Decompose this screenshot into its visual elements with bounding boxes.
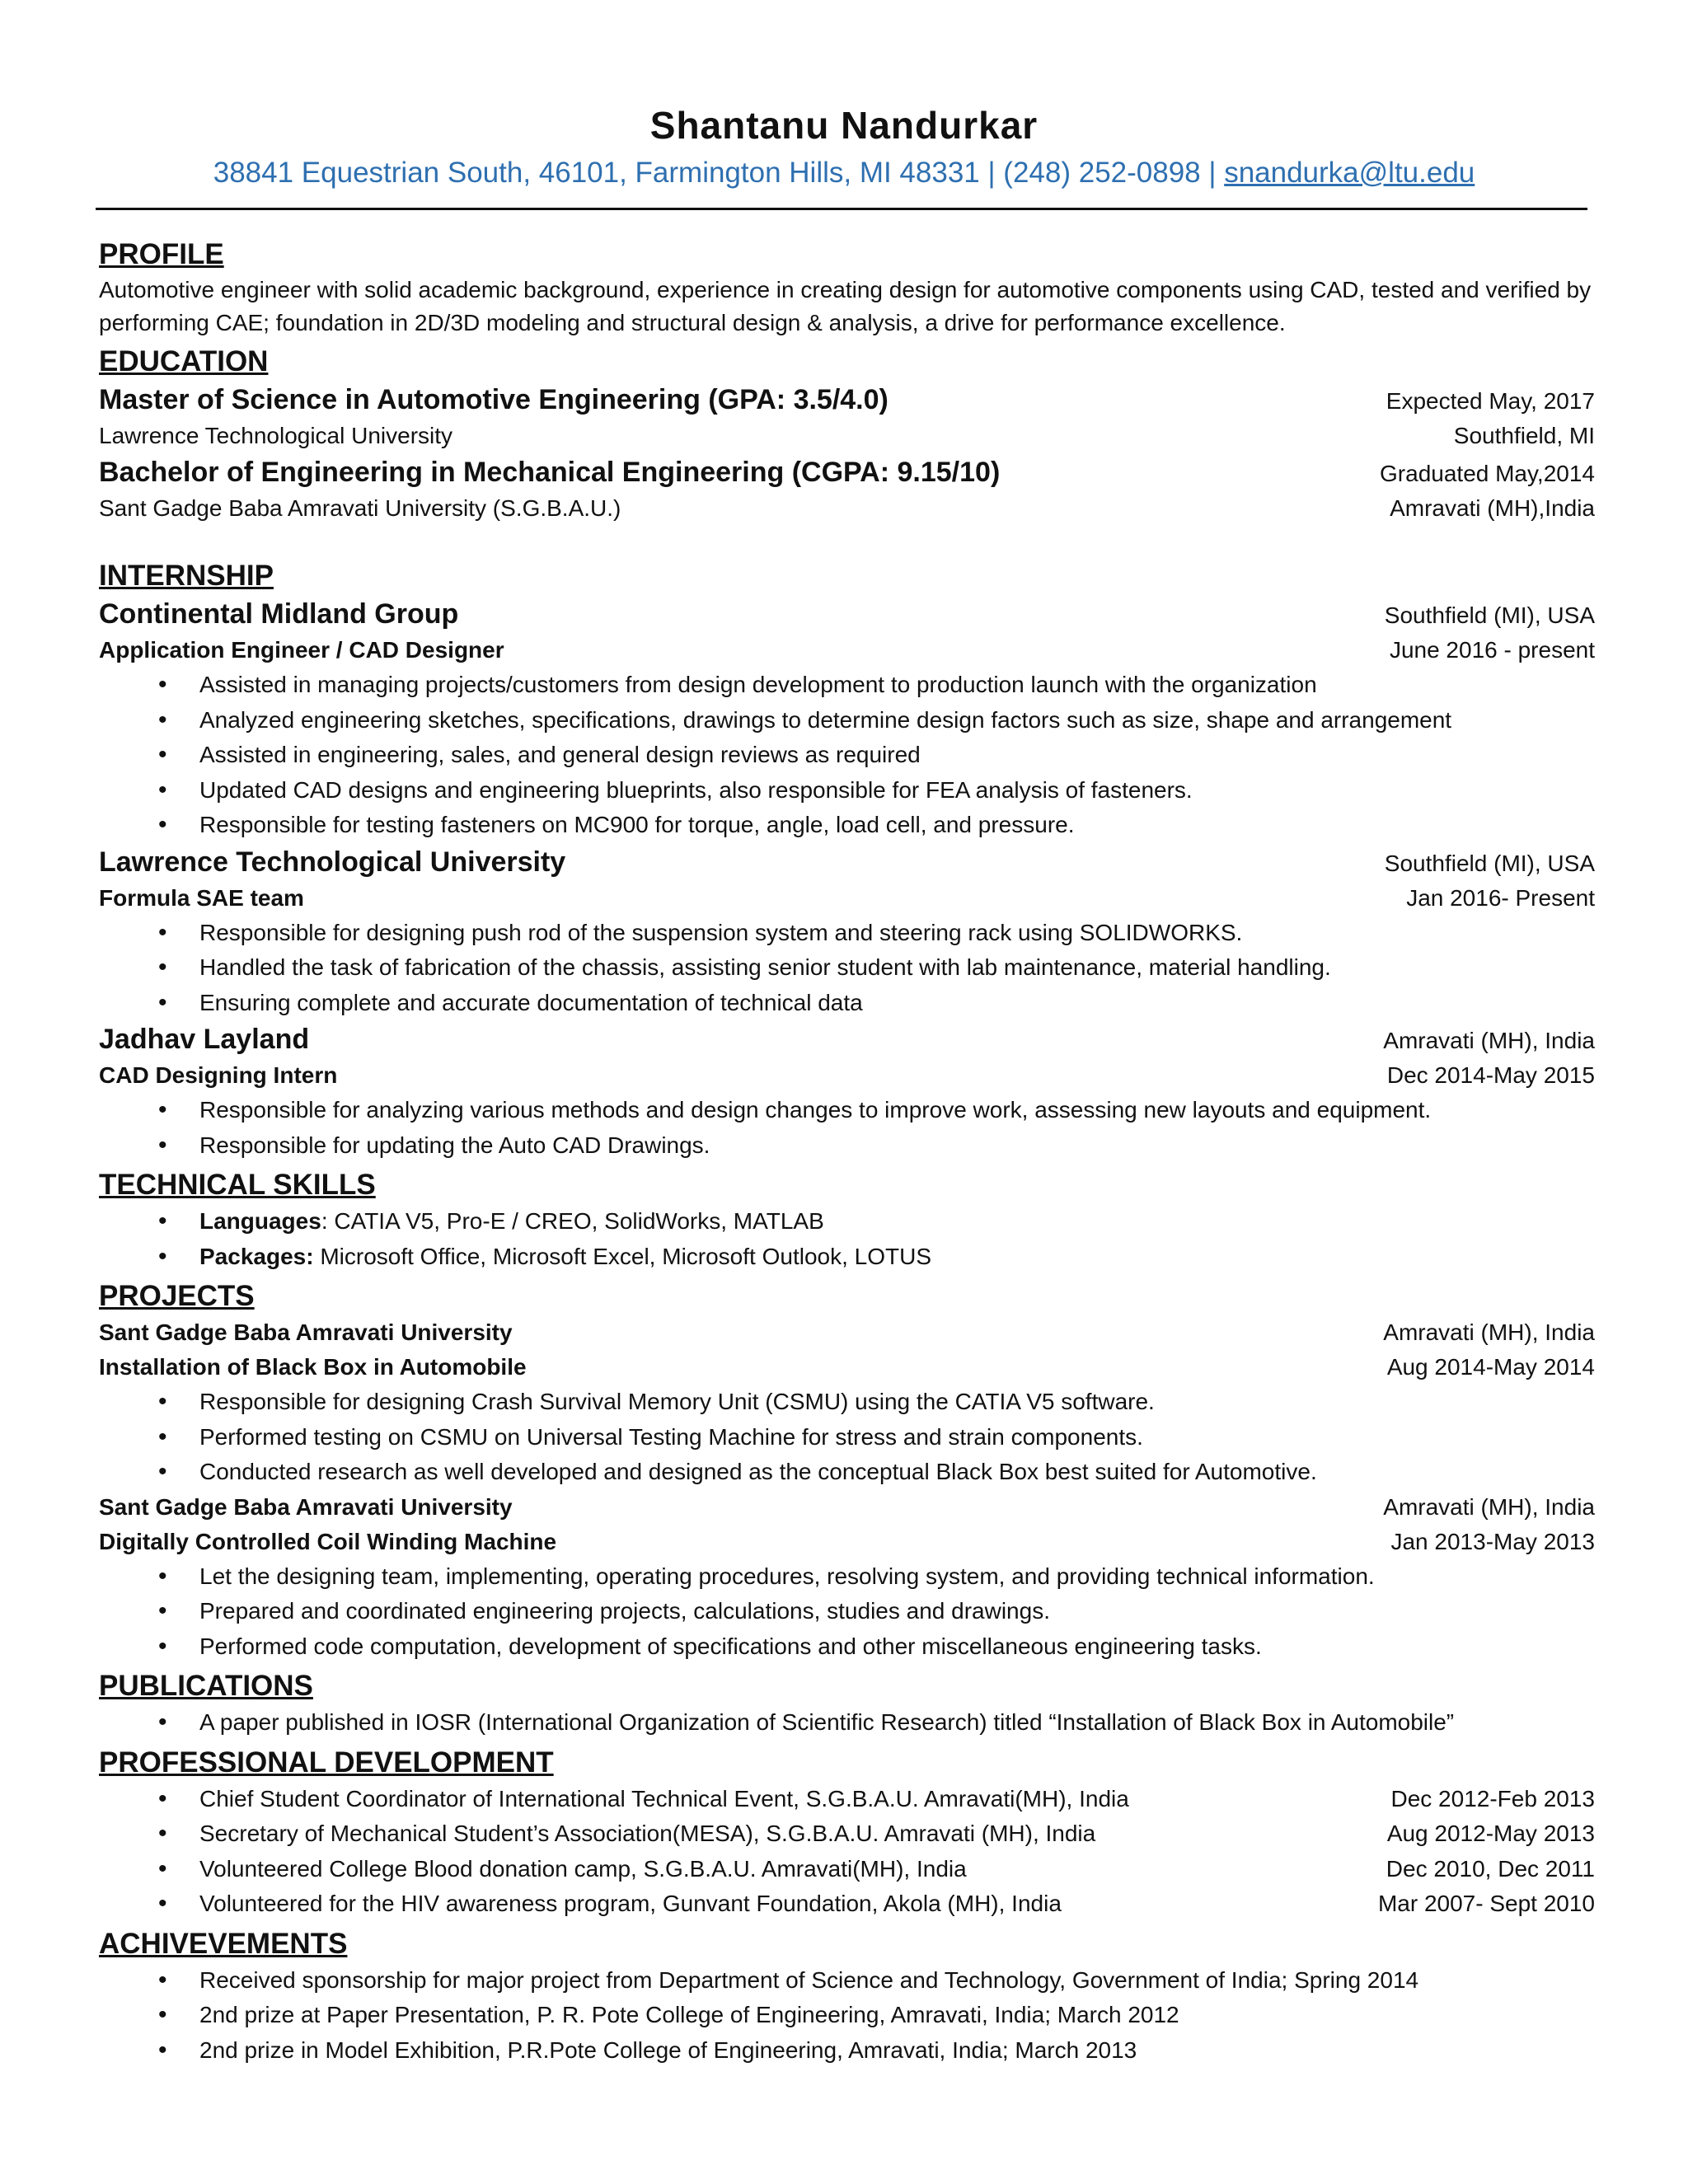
pd-date: Aug 2012-May 2013	[1386, 1821, 1595, 1846]
bullet-item: • Conducted research as well developed and designed as the conceptual Black Box best suited for Automotive.	[99, 1455, 1595, 1490]
internship-role: Formula SAE team	[99, 884, 304, 911]
bullet-item: • Performed testing on CSMU on Universal Testing Machine for stress and strain components.	[99, 1420, 1595, 1455]
education-entry-school	[99, 491, 1595, 526]
pd-text: • Secretary of Mechanical Student’s Association(MESA), S.G.B.A.U. Amravati (MH), India	[199, 1821, 1096, 1846]
internship-org: Lawrence Technological University	[99, 846, 566, 878]
achievement-item: • 2nd prize at Paper Presentation, P. R. Pote College of Engineering, Amravati, India; March 2012	[99, 1998, 1595, 2033]
project-bullets	[99, 1385, 1595, 1490]
internship-date: Dec 2014-May 2015	[1386, 1062, 1595, 1088]
internship-role-row	[99, 1058, 1595, 1093]
contact-text: 38841 Equestrian South, 46101, Farmington Hills, MI 48331 | (248) 252-0898 |	[213, 157, 1225, 189]
section-heading-internship: INTERNSHIP	[99, 560, 274, 592]
skill-key: Languages	[199, 1208, 321, 1234]
pd-item	[99, 1852, 1595, 1887]
skill-key: Packages:	[199, 1243, 314, 1269]
project-name-row	[99, 1350, 1595, 1385]
project-org-row	[99, 1315, 1595, 1350]
pd-item	[99, 1816, 1595, 1852]
candidate-name: Shantanu Nandurkar	[649, 104, 1039, 147]
internship-bullets	[99, 668, 1595, 843]
internship-date: Jan 2016- Present	[1406, 884, 1595, 911]
school-location: Amravati (MH),India	[1390, 495, 1595, 521]
bullet-item: • Assisted in managing projects/customers from design development to production launch with the organization	[99, 668, 1595, 703]
skill-item	[99, 1204, 1595, 1240]
internship-org-row	[99, 595, 1595, 633]
email-link[interactable]: snandurka@ltu.edu	[1224, 157, 1475, 189]
bullet-item: • Performed code computation, development of specifications and other miscellaneous engineering tasks.	[99, 1629, 1595, 1665]
bullet-item: • Let the designing team, implementing, operating procedures, resolving system, and providing technical information.	[99, 1559, 1595, 1595]
publication-item: • A paper published in IOSR (International Organization of Scientific Research) titled “Installation of Black Box in Automobile”	[99, 1705, 1595, 1741]
pd-date: Dec 2012-Feb 2013	[1390, 1785, 1595, 1811]
header-divider	[96, 208, 1587, 210]
skill-sep: :	[321, 1208, 335, 1234]
resume-body	[99, 232, 1595, 2068]
pd-date: Mar 2007- Sept 2010	[1377, 1891, 1595, 1916]
bullet-item: • Updated CAD designs and engineering blueprints, also responsible for FEA analysis of fasteners.	[99, 773, 1595, 808]
bullet-item: • Ensuring complete and accurate documentation of technical data	[99, 986, 1595, 1021]
school-location: Southfield, MI	[1453, 423, 1595, 448]
section-heading-projects: PROJECTS	[99, 1280, 255, 1312]
bullet-item: • Responsible for designing Crash Survival Memory Unit (CSMU) using the CATIA V5 software.	[99, 1385, 1595, 1420]
internship-org: Continental Midland Group	[99, 598, 459, 630]
project-location: Amravati (MH), India	[1383, 1319, 1595, 1345]
project-org: Sant Gadge Baba Amravati University	[99, 1319, 513, 1345]
internship-location: Southfield (MI), USA	[1384, 850, 1595, 876]
section-heading-technical-skills: TECHNICAL SKILLS	[99, 1169, 376, 1201]
achievement-item: • Received sponsorship for major project from Department of Science and Technology, Government of India; Spring 2014	[99, 1963, 1595, 1999]
skill-item	[99, 1240, 1595, 1275]
project-name: Digitally Controlled Coil Winding Machine	[99, 1528, 557, 1554]
internship-role-row	[99, 633, 1595, 668]
bullet-item: • Responsible for updating the Auto CAD Drawings.	[99, 1128, 1595, 1164]
project-name: Installation of Black Box in Automobile	[99, 1354, 527, 1380]
school: Sant Gadge Baba Amravati University (S.G.B.A.U.)	[99, 495, 621, 521]
bullet-item: • Responsible for analyzing various methods and design changes to improve work, assessing new layouts and equipment.	[99, 1093, 1595, 1128]
bullet-item: • Prepared and coordinated engineering projects, calculations, studies and drawings.	[99, 1594, 1595, 1629]
education-entry	[99, 453, 1595, 491]
project-org-row	[99, 1490, 1595, 1525]
bullet-item: • Responsible for testing fasteners on MC900 for torque, angle, load cell, and pressure.	[99, 808, 1595, 843]
skill-value: CATIA V5, Pro-E / CREO, SolidWorks, MATLAB	[334, 1208, 824, 1234]
degree: Bachelor of Engineering in Mechanical Engineering (CGPA: 9.15/10)	[99, 457, 1001, 488]
professional-development-list	[99, 1782, 1595, 1922]
internship-location: Southfield (MI), USA	[1384, 602, 1595, 628]
project-location: Amravati (MH), India	[1383, 1493, 1595, 1520]
internship-bullets	[99, 916, 1595, 1021]
project-date: Jan 2013-May 2013	[1390, 1528, 1595, 1554]
achievements-list	[99, 1963, 1595, 2069]
degree-date: Graduated May,2014	[1380, 461, 1595, 486]
section-heading-education: EDUCATION	[99, 345, 269, 377]
education-entry-school	[99, 419, 1595, 453]
project-date: Aug 2014-May 2014	[1386, 1354, 1595, 1380]
internship-location: Amravati (MH), India	[1383, 1028, 1595, 1053]
internship-bullets	[99, 1093, 1595, 1163]
pd-text: • Volunteered for the HIV awareness program, Gunvant Foundation, Akola (MH), India	[199, 1891, 1062, 1916]
pd-text: • Chief Student Coordinator of International Technical Event, S.G.B.A.U. Amravati(MH), India	[199, 1785, 1129, 1811]
internship-org-row	[99, 843, 1595, 881]
publications-list	[99, 1705, 1595, 1741]
bullet-item: • Handled the task of fabrication of the chassis, assisting senior student with lab maintenance, material handling.	[99, 950, 1595, 986]
section-heading-professional-development: PROFESSIONAL DEVELOPMENT	[99, 1746, 554, 1779]
pd-text: • Volunteered College Blood donation camp, S.G.B.A.U. Amravati(MH), India	[199, 1855, 967, 1882]
project-org: Sant Gadge Baba Amravati University	[99, 1493, 513, 1520]
internship-org: Jadhav Layland	[99, 1024, 310, 1055]
bullet-item: • Responsible for designing push rod of the suspension system and steering rack using SOLIDWORKS.	[99, 916, 1595, 951]
degree-date: Expected May, 2017	[1386, 388, 1595, 414]
section-heading-profile: PROFILE	[99, 238, 224, 270]
project-bullets	[99, 1559, 1595, 1665]
education-entry	[99, 381, 1595, 419]
internship-role: Application Engineer / CAD Designer	[99, 637, 504, 663]
profile-summary: Automotive engineer with solid academic background, experience in creating design for automotive components using CAD, tested and verified by performing CAE; foundation in 2D/3D modeling and structural design & analysis, a drive for performance excellence.	[99, 277, 1592, 335]
project-name-row	[99, 1525, 1595, 1559]
internship-date: June 2016 - present	[1389, 637, 1595, 663]
contact-line	[0, 150, 1688, 196]
bullet-item: • Analyzed engineering sketches, specifications, drawings to determine design factors such as size, shape and arrangement	[99, 703, 1595, 738]
spacer	[99, 526, 1595, 554]
section-heading-achievements: ACHIVEVEMENTS	[99, 1927, 348, 1960]
pd-item	[99, 1782, 1595, 1817]
internship-role-row	[99, 881, 1595, 916]
skill-value: Microsoft Office, Microsoft Excel, Microsoft Outlook, LOTUS	[320, 1243, 931, 1269]
internship-role: CAD Designing Intern	[99, 1062, 338, 1088]
achievement-item: • 2nd prize in Model Exhibition, P.R.Pote College of Engineering, Amravati, India; March 2013	[99, 2033, 1595, 2069]
section-heading-publications: PUBLICATIONS	[99, 1670, 313, 1702]
school: Lawrence Technological University	[99, 423, 453, 448]
skills-list	[99, 1204, 1595, 1274]
internship-org-row	[99, 1020, 1595, 1058]
pd-date: Dec 2010, Dec 2011	[1386, 1855, 1595, 1882]
pd-item	[99, 1886, 1595, 1922]
bullet-item: • Assisted in engineering, sales, and general design reviews as required	[99, 738, 1595, 773]
resume-header	[0, 101, 1688, 196]
degree: Master of Science in Automotive Engineering (GPA: 3.5/4.0)	[99, 384, 889, 415]
